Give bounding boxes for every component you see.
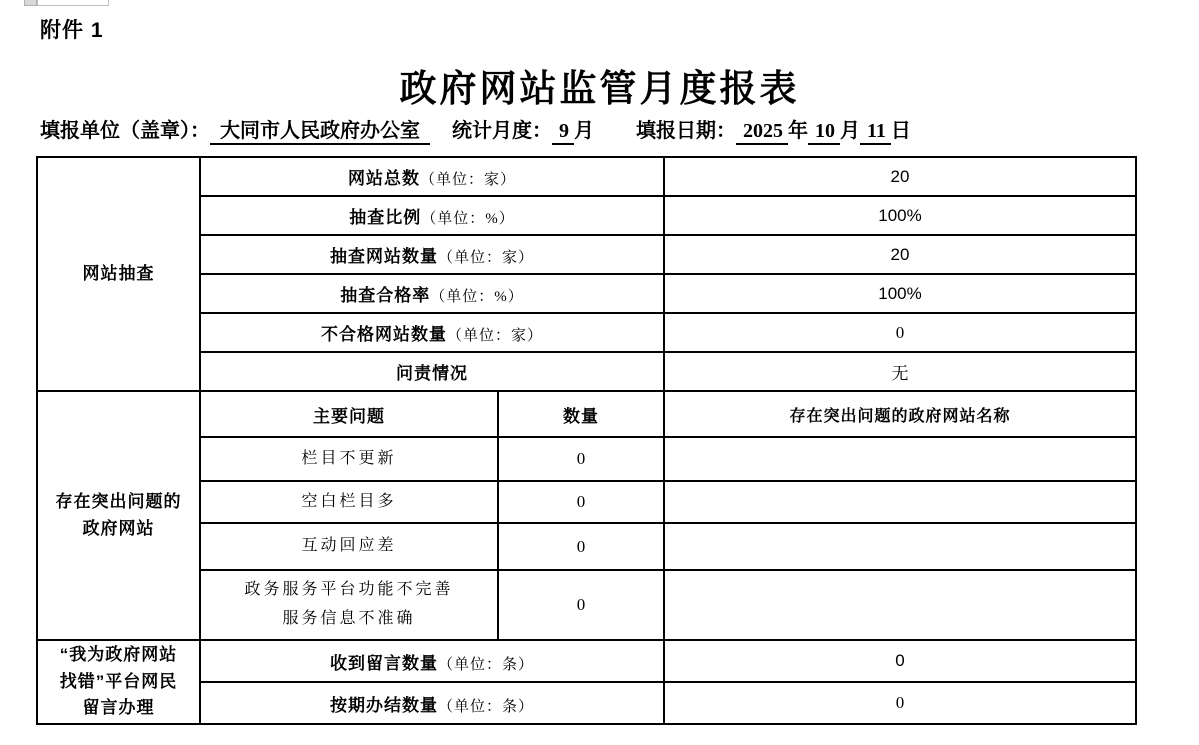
value-cell — [664, 274, 1136, 313]
month-suffix: 月 — [840, 120, 860, 142]
stat-period-value: 9 — [552, 120, 574, 145]
label-cell — [200, 274, 664, 313]
row-unit: （单位：条） — [438, 698, 535, 715]
table-row — [37, 570, 1136, 640]
row-label: 按期办结数量 — [330, 695, 438, 715]
attachment-label: 附件 1 — [40, 19, 104, 42]
row-value: 100% — [878, 205, 922, 225]
label-cell — [200, 682, 664, 724]
category-label-line1: “我为政府网站 — [59, 645, 178, 665]
category-label-line2: 政府网站 — [82, 518, 155, 538]
problem-cell — [200, 481, 498, 523]
row-unit: （单位：%） — [421, 211, 515, 227]
count-value: 0 — [576, 536, 586, 556]
row-value: 20 — [890, 166, 910, 186]
report-date-month: 10 — [808, 120, 840, 145]
label-cell — [200, 157, 664, 196]
value-cell — [664, 640, 1136, 682]
label-cell — [200, 196, 664, 235]
problem-label-line2: 服务信息不准确 — [282, 610, 416, 627]
value-cell — [664, 157, 1136, 196]
row-label: 抽查合格率 — [340, 286, 431, 305]
report-date-day: 11 — [860, 120, 891, 145]
row-label: 收到留言数量 — [330, 653, 438, 673]
year-suffix: 年 — [788, 120, 808, 142]
header-cell-count — [498, 391, 664, 437]
table-row — [37, 682, 1136, 724]
row-value: 100% — [878, 283, 922, 303]
value-cell — [664, 682, 1136, 724]
day-suffix: 日 — [890, 120, 911, 142]
row-value: 0 — [895, 322, 905, 342]
column-header: 存在突出问题的政府网站名称 — [789, 407, 1011, 425]
category-label-line3: 留言办理 — [82, 698, 155, 718]
table-row — [37, 437, 1136, 481]
page-title: 政府网站监管月度报表 — [399, 69, 800, 110]
row-label: 不合格网站数量 — [321, 325, 447, 344]
label-cell — [200, 313, 664, 352]
count-cell — [498, 481, 664, 523]
problem-cell — [200, 570, 498, 640]
reporting-unit-value: 大同市人民政府办公室 — [210, 120, 430, 145]
names-cell — [664, 437, 1136, 481]
category-label-line2: 找错”平台网民 — [59, 671, 178, 691]
table-row — [37, 157, 1136, 196]
stat-period-label: 统计月度： — [452, 120, 552, 142]
row-unit: （单位：条） — [438, 656, 535, 673]
table-row — [37, 640, 1136, 682]
report-date-label: 填报日期： — [636, 120, 736, 142]
reporting-unit-label: 填报单位（盖章）： — [40, 120, 210, 142]
table-row — [37, 391, 1136, 437]
value-cell — [664, 196, 1136, 235]
label-cell — [200, 640, 664, 682]
value-cell — [664, 352, 1136, 391]
table-row — [37, 274, 1136, 313]
problem-label: 互动回应差 — [301, 537, 397, 555]
category-label: 网站抽查 — [82, 263, 155, 283]
table-row — [37, 196, 1136, 235]
value-cell — [664, 235, 1136, 274]
category-label-line1: 存在突出问题的 — [55, 492, 182, 512]
column-header: 主要问题 — [313, 406, 385, 426]
count-cell — [498, 570, 664, 640]
row-value: 0 — [895, 693, 905, 712]
row-unit: （单位：家） — [447, 328, 544, 344]
header-cell-problem — [200, 391, 498, 437]
row-label: 抽查比例 — [349, 208, 422, 227]
count-value: 0 — [576, 449, 586, 468]
problem-label-line1: 政务服务平台功能不完善 — [244, 581, 454, 599]
category-cell-problem-websites — [37, 391, 200, 640]
problem-label: 栏目不更新 — [301, 449, 397, 467]
page-edge-artifact-left — [24, 0, 37, 6]
label-cell — [200, 352, 664, 391]
category-cell-error-platform — [37, 640, 200, 724]
row-unit: （单位：家） — [438, 250, 535, 266]
problem-cell — [200, 437, 498, 481]
count-cell — [498, 437, 664, 481]
page-edge-artifact-right — [37, 0, 109, 6]
row-value: 20 — [890, 244, 910, 264]
names-cell — [664, 570, 1136, 640]
report-date-year: 2025 — [736, 120, 788, 145]
row-label: 网站总数 — [348, 169, 420, 188]
table-row — [37, 352, 1136, 391]
report-info-line — [40, 114, 1150, 143]
row-unit: （单位：%） — [430, 289, 524, 305]
count-value: 0 — [576, 492, 586, 511]
row-label: 问责情况 — [396, 364, 468, 383]
stat-period-suffix: 月 — [574, 120, 594, 142]
problem-cell — [200, 523, 498, 570]
table-row — [37, 235, 1136, 274]
table-row — [37, 523, 1136, 570]
row-value: 0 — [895, 651, 905, 670]
value-cell — [664, 313, 1136, 352]
table-row — [37, 481, 1136, 523]
category-cell-website-spotcheck — [37, 157, 200, 391]
row-value: 无 — [891, 364, 909, 383]
monthly-report-table — [36, 156, 1137, 725]
count-cell — [498, 523, 664, 570]
count-value: 0 — [576, 595, 586, 614]
table-row — [37, 313, 1136, 352]
names-cell — [664, 523, 1136, 570]
names-cell — [664, 481, 1136, 523]
row-label: 抽查网站数量 — [330, 247, 438, 266]
column-header: 数量 — [563, 406, 599, 426]
label-cell — [200, 235, 664, 274]
header-cell-names — [664, 391, 1136, 437]
problem-label: 空白栏目多 — [301, 492, 397, 510]
row-unit: （单位：家） — [420, 172, 517, 188]
